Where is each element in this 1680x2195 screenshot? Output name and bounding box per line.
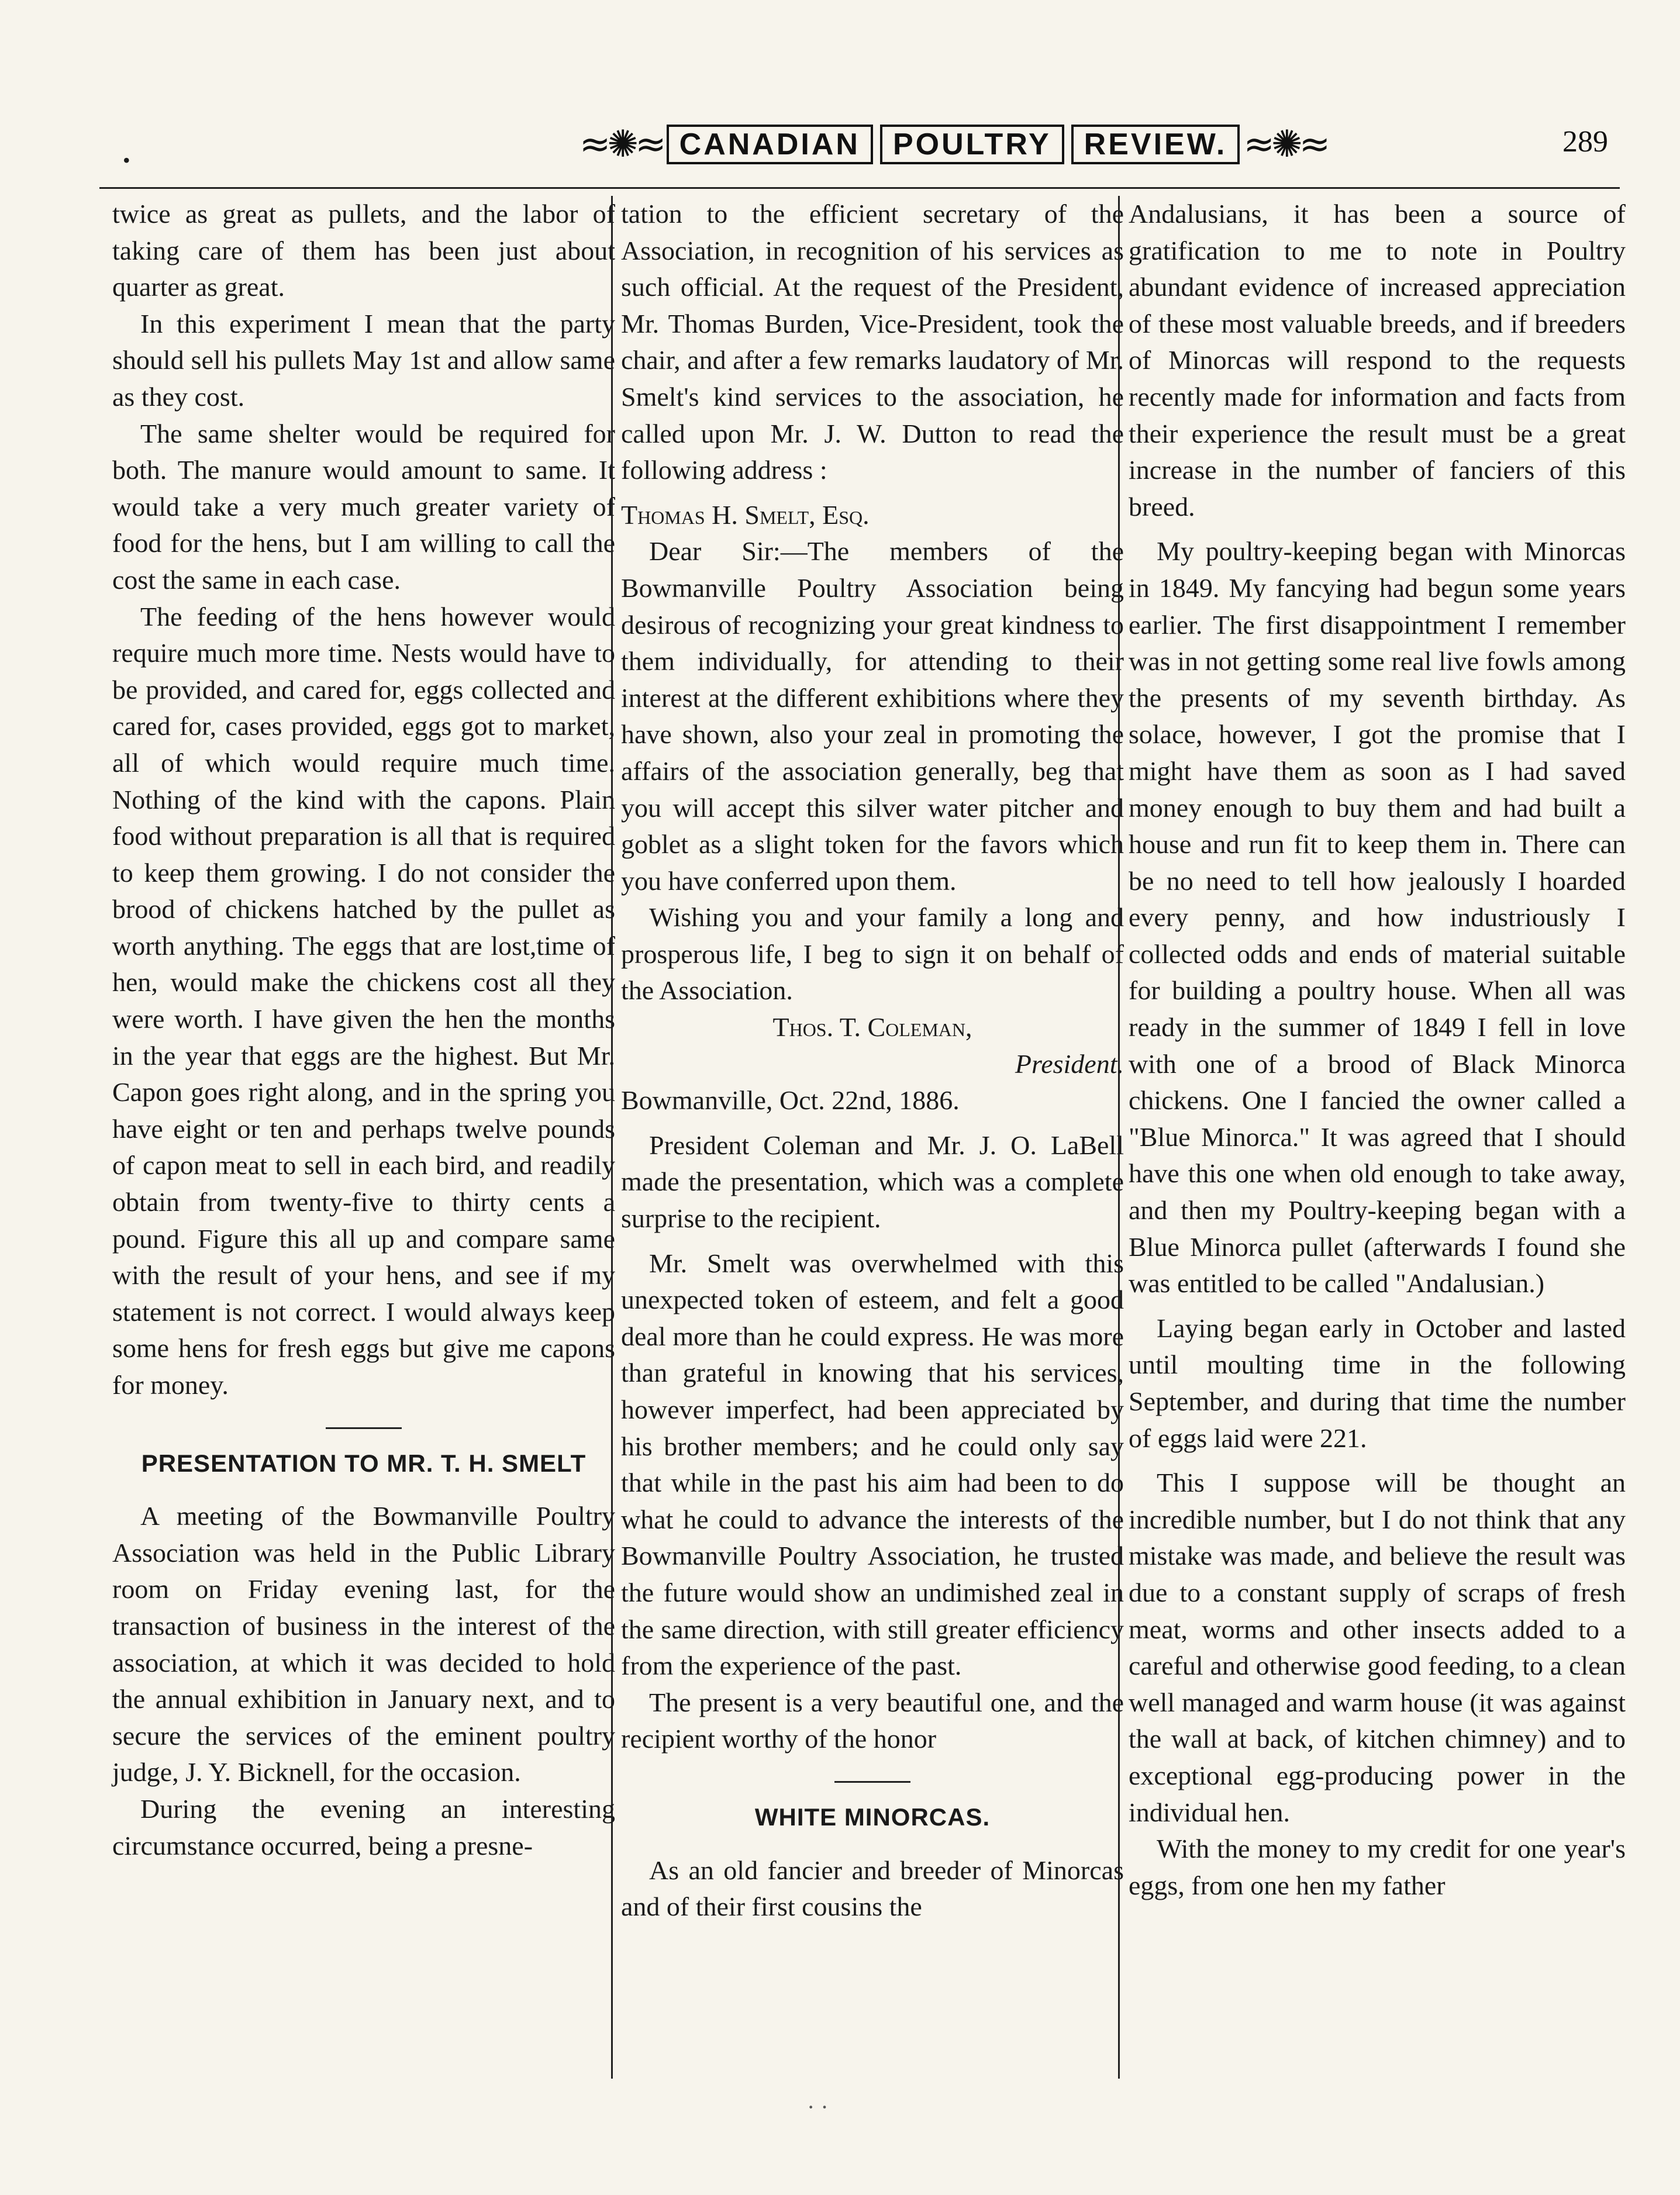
print-specks: · · [807,2094,829,2120]
column-3 [1129,196,1626,1904]
article-heading: WHITE MINORCAS. [754,1803,991,1831]
article-heading: PRESENTATION TO MR. T. H. SMELT [141,1449,587,1477]
paragraph: The same shelter would be required for both. The manure would amount to same. It would take a very much greater variety of food for the hens, but I am willing to call the cost the same in each case. [112,418,615,595]
section-rule [834,1781,910,1783]
paragraph: President Coleman and Mr. J. O. LaBell made the presentation, which was a complete surprise to the recipient. [621,1130,1124,1234]
paragraph: Andalusians, it has been a source of gratification to me to note in Poultry abundant evidence of increased appreciation of these most valuable breeds, and if breeders of Minorcas will respond to the requests recently made for information and facts from their experience the result must be a great increase in the number of fanciers of this breed. [1129,199,1626,522]
paragraph: My poultry-keeping began with Minorcas in 1849. My fancying had begun some years earlier. The first disappointment I remember was in not getting some real live fowls among the presents of my seventh birthday. As solace, however, I got the promise that I might have them as soon as I had saved money enough to buy them and had built a house and run fit to keep them in. There can be no need to tell how jealously I hoarded every penny, and how industriously I collected odds and ends of material suitable for building a poultry house. When all was ready in the summer of 1849 I fell in love with one of a brood of Black Minorca chickens. One I fancied the owner called a "Blue Minorca." It was agreed that I should have this one when old enough to take away, and then my Poultry-keeping began with a Blue Minorca pullet (afterwards I found she was entitled to be called "Andalusian.) [1129,536,1626,1299]
dateline: Bowmanville, Oct. 22nd, 1886. [621,1085,960,1116]
paragraph: Wishing you and your family a long and prosperous life, I beg to sign it on behalf of the Association. [621,902,1124,1006]
scroll-ornament-right-icon: ≈✺≈ [1243,123,1327,166]
page-header [88,114,1620,178]
paragraph: tation to the efficient secretary of the Association, in recognition of his services as such official. At the request of the President, Mr. Thomas Burden, Vice-President, took the chair, and after a few remarks laudatory of Mr. Smelt's kind services to the association, he called upon Mr. J. W. Dutton to read the following address : [621,199,1124,485]
page-number: 289 [1562,125,1608,158]
paragraph: Laying began early in October and lasted until moulting time in the following September, and during that time the number of eggs laid were 221. [1129,1313,1626,1453]
salutation: Thomas H. Smelt, Esq. [621,499,870,530]
signature-name: Thos. T. Coleman, [772,1012,972,1043]
paragraph: With the money to my credit for one year's eggs, from one hen my father [1129,1834,1626,1900]
paragraph: In this experiment I mean that the party should sell his pullets May 1st and allow same as they cost. [112,308,615,412]
paragraph: The feeding of the hens however would require much more time. Nests would have to be provided, and cared for, eggs collected and cared for, cases provided, eggs got to market, all of which would require much time. Nothing of the kind with the capons. Plain food without preparation is all that is required to keep them growing. I do not consider the brood of chickens hatched by the pullet as worth anything. The eggs that are lost,time of hen, would make the chickens cost all they were worth. I have given the hen the months in the year that eggs are the highest. But Mr. Capon goes right along, and in the spring you have eight or ten and perhaps twelve pounds of capon meat to sell in each bird, and readily obtain from twenty-five to thirty cents a pound. Figure this all up and compare same with the result of your hens, and see if my statement is not correct. I would always keep some hens for fresh eggs but give me capons for money. [112,601,615,1400]
signature-title: President. [1015,1048,1124,1079]
header-rule [99,187,1620,189]
paragraph: During the evening an interesting circumstance occurred, being a presne- [112,1793,615,1861]
paragraph: As an old fancier and breeder of Minorcas and of their first cousins the [621,1855,1124,1922]
paragraph: This I suppose will be thought an incredible number, but I do not think that any mistake was made, and believe the result was due to a constant supply of scraps of fresh meat, worms and other insects added to a careful and otherwise good feeding, to a clean well managed and warm house (it was against the wall at back, of kitchen chimney) and to exceptional egg-producing power in the individual hen. [1129,1468,1626,1827]
masthead-word-1: CANADIAN [667,125,873,164]
column-2 [621,196,1124,1925]
bullet-mark: • [123,149,130,172]
paragraph: Dear Sir:—The members of the Bowmanville Poultry Association being desirous of recognizing your great kindness to them individually, for attending to their interest at the different exhibitions where they have shown, also your zeal in promoting the affairs of the association generally, beg that you will accept this silver water pitcher and goblet as a slight token for the favors which you have conferred upon them. [621,536,1124,896]
masthead-word-3: REVIEW. [1071,125,1240,164]
paragraph: Mr. Smelt was overwhelmed with this unexpected token of esteem, and felt a good deal more than he could express. He was more than grateful in knowing that his services, however imperfect, had been appreciated by his brother members; and he could only say that while in the past his aim had been to do what he could to advance the interests of the Bowmanville Poultry Association, he trusted the future would show an undimished zeal in the same direction, with still greater efficiency from the experience of the past. [621,1248,1124,1681]
masthead [579,119,1327,170]
paragraph: twice as great as pullets, and the labor of taking care of them has been just about quarter as great. [112,199,615,302]
scroll-ornament-left-icon: ≈✺≈ [579,123,663,166]
column-1 [112,196,615,1864]
paragraph: A meeting of the Bowmanville Poultry Association was held in the Public Library room on Friday evening last, for the transaction of business in the interest of the association, at which it was decided to hold the annual exhibition in January next, and to secure the services of the eminent poultry judge, J. Y. Bicknell, for the occasion. [112,1501,615,1787]
paragraph: The present is a very beautiful one, and the recipient worthy of the honor [621,1687,1124,1754]
masthead-word-2: POULTRY [880,125,1064,164]
section-rule [326,1427,402,1429]
